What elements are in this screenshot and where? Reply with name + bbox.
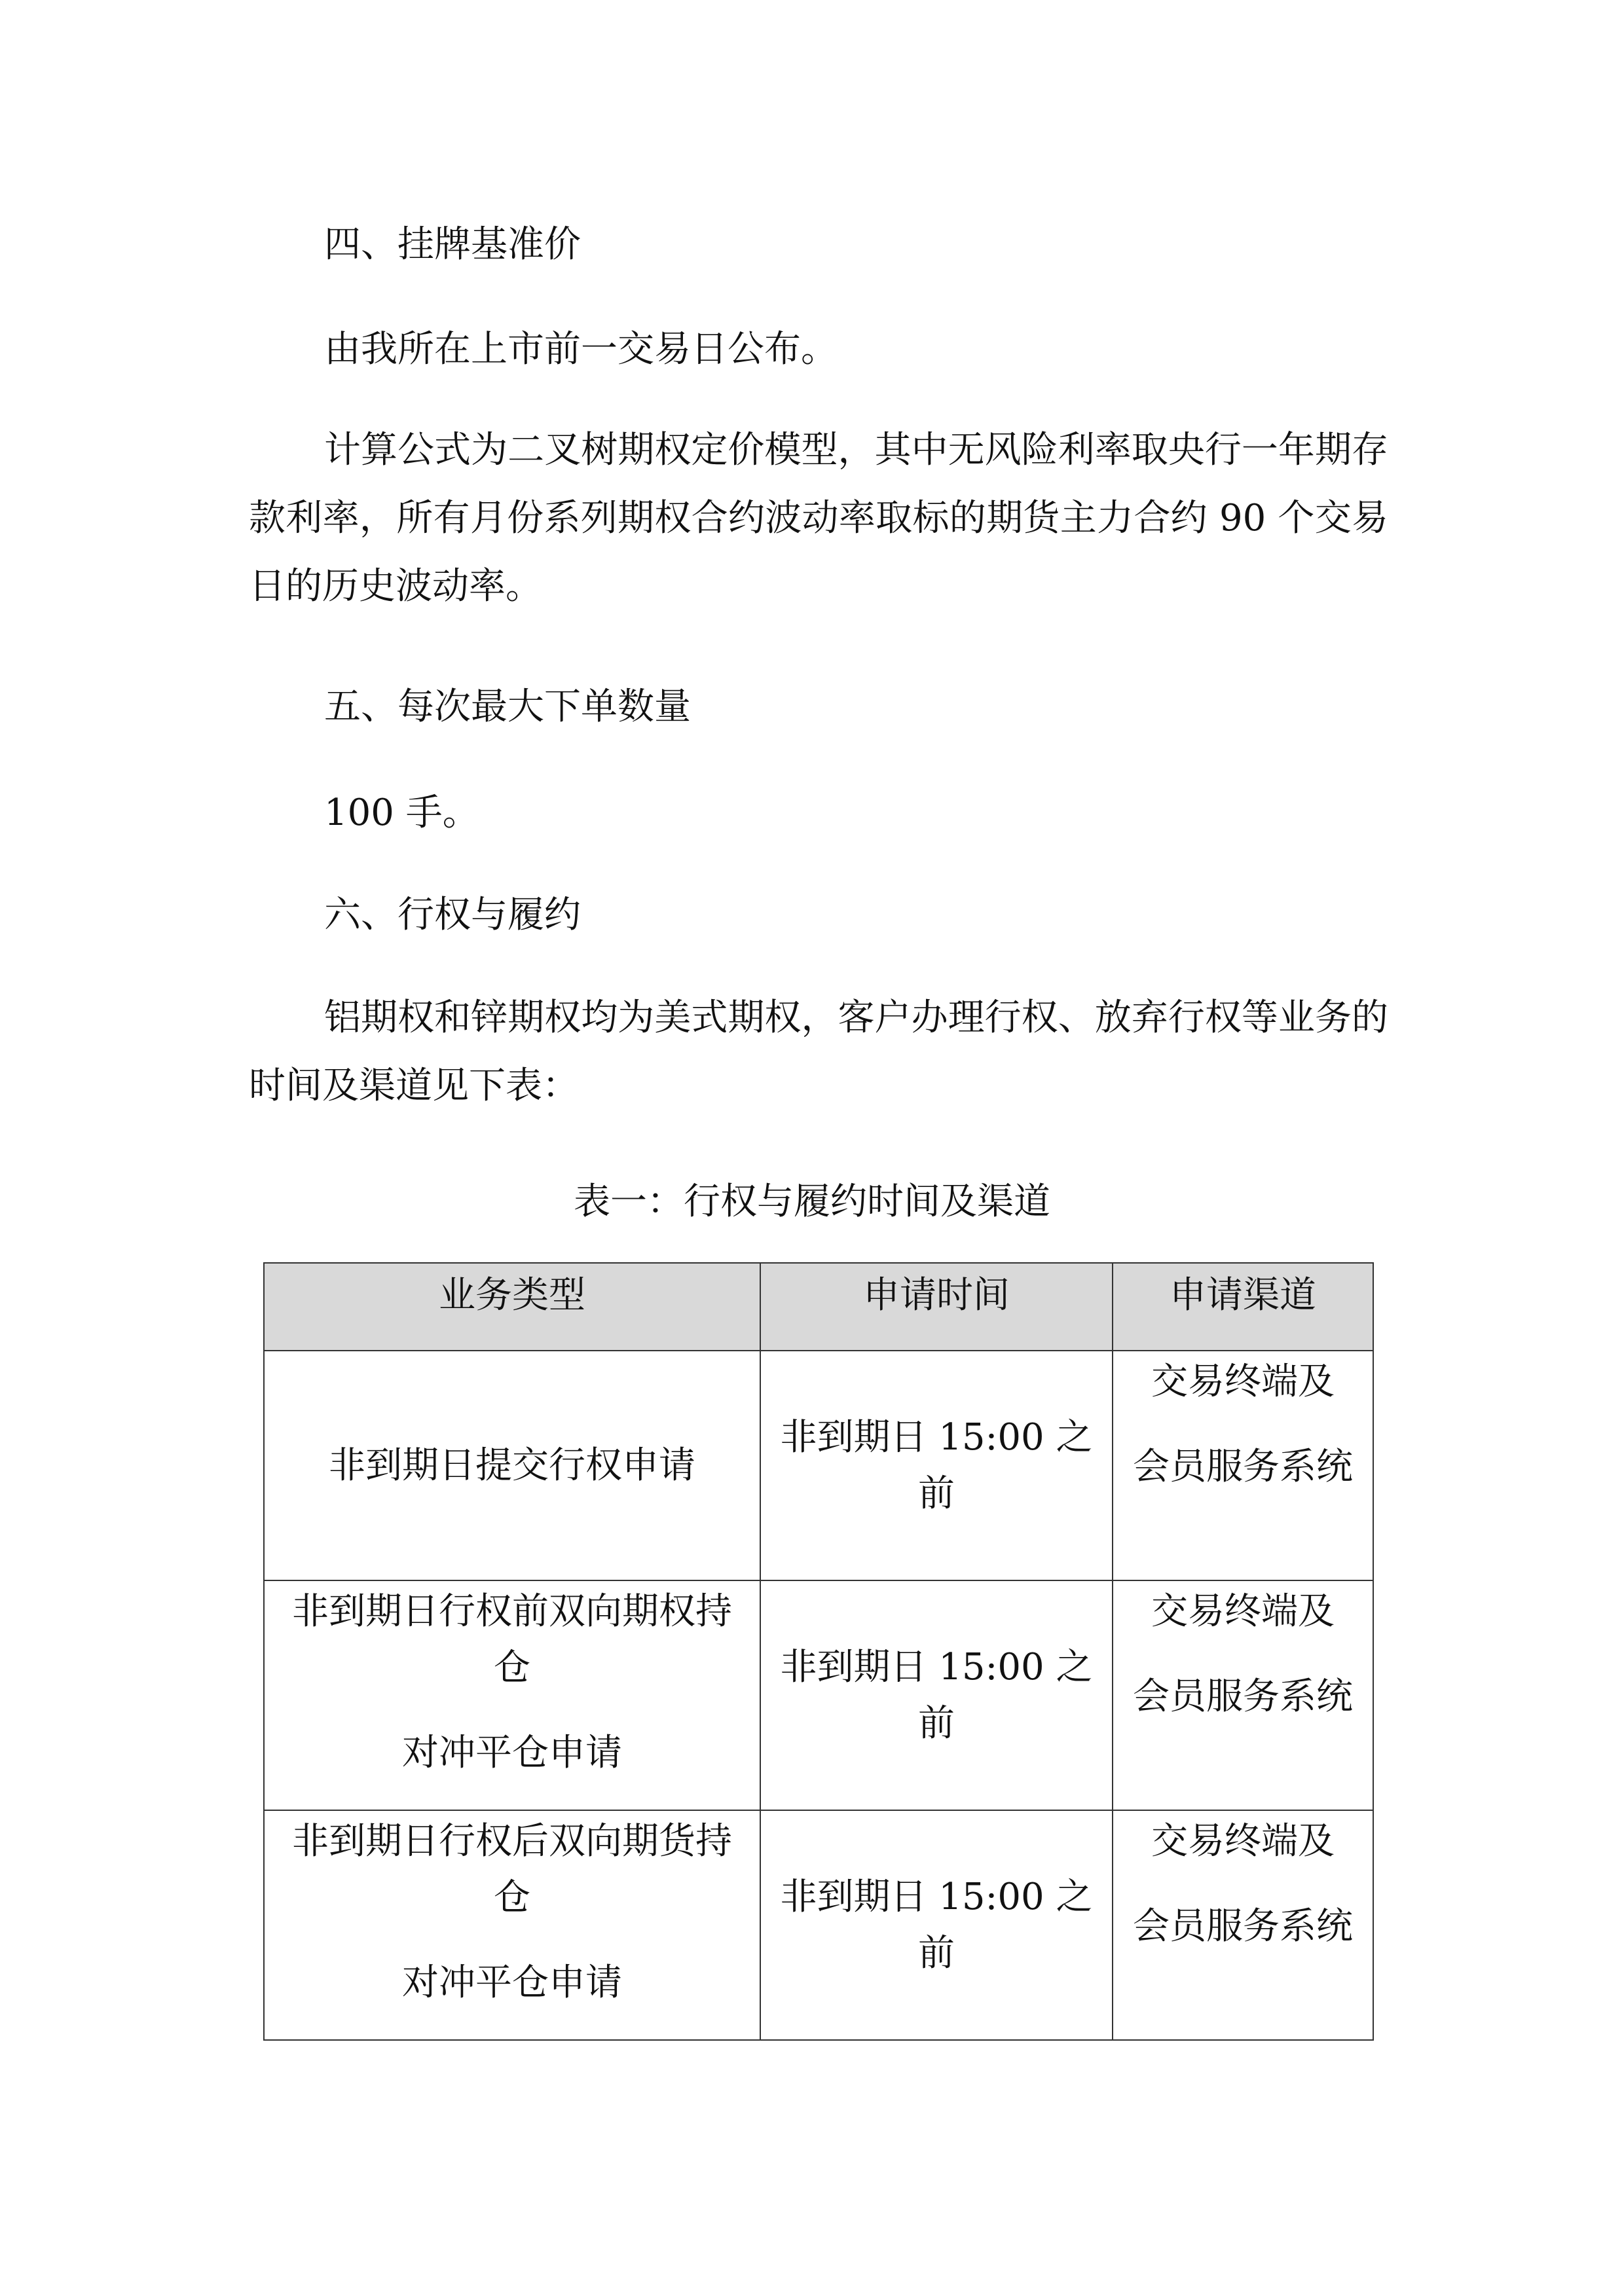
cell-business-type bbox=[264, 1810, 760, 2040]
cell-apply-time bbox=[760, 1580, 1113, 1810]
table-row bbox=[264, 1580, 1373, 1810]
channel-line-2: 会员服务系统 bbox=[1133, 1675, 1353, 1718]
channel-line-1: 交易终端及 bbox=[1151, 1360, 1335, 1403]
header-business-type: 业务类型 bbox=[264, 1263, 760, 1351]
channel-line-2: 会员服务系统 bbox=[1133, 1905, 1353, 1948]
section-4-paragraph-2: 计算公式为二叉树期权定价模型，其中无风险利率取央行一年期存款利率，所有月份系列期权合约波动率取标的期货主力合约 90 个交易日的历史波动率。 bbox=[249, 429, 1388, 608]
exercise-channel-table bbox=[263, 1262, 1374, 2041]
cell-apply-channel bbox=[1113, 1351, 1373, 1580]
section-4-paragraph-1: 由我所在上市前一交易日公布。 bbox=[324, 328, 838, 371]
cell-apply-time bbox=[760, 1810, 1113, 2040]
cell-business-type bbox=[264, 1351, 760, 1580]
table-row bbox=[264, 1351, 1373, 1580]
section-5-paragraph-1: 100 手。 bbox=[324, 792, 479, 834]
business-type-text: 非到期日行权前双向期权持仓 bbox=[292, 1590, 732, 1689]
apply-time-text: 非到期日 15:00 之前 bbox=[780, 1645, 1093, 1745]
table-row bbox=[264, 1810, 1373, 2040]
table-header-row bbox=[264, 1263, 1373, 1351]
header-apply-time: 申请时间 bbox=[760, 1263, 1113, 1351]
section-4-heading: 四、挂牌基准价 bbox=[324, 223, 581, 266]
cell-business-type bbox=[264, 1580, 760, 1810]
table-caption: 表一：行权与履约时间及渠道 bbox=[574, 1180, 1050, 1223]
business-type-text-2: 对冲平仓申请 bbox=[402, 1732, 622, 1774]
section-6-heading: 六、行权与履约 bbox=[324, 894, 581, 936]
apply-time-text: 非到期日 15:00 之前 bbox=[780, 1875, 1093, 1975]
section-6-paragraph-1: 铝期权和锌期权均为美式期权，客户办理行权、放弃行权等业务的时间及渠道见下表： bbox=[249, 996, 1388, 1107]
apply-time-text: 非到期日 15:00 之前 bbox=[780, 1415, 1093, 1515]
channel-line-1: 交易终端及 bbox=[1151, 1590, 1335, 1633]
cell-apply-time bbox=[760, 1351, 1113, 1580]
business-type-text: 非到期日提交行权申请 bbox=[329, 1444, 695, 1487]
cell-apply-channel bbox=[1113, 1580, 1373, 1810]
business-type-text: 非到期日行权后双向期货持仓 bbox=[292, 1820, 732, 1919]
section-5-heading: 五、每次最大下单数量 bbox=[324, 685, 691, 728]
channel-line-1: 交易终端及 bbox=[1151, 1820, 1335, 1863]
channel-line-2: 会员服务系统 bbox=[1133, 1446, 1353, 1488]
cell-apply-channel bbox=[1113, 1810, 1373, 2040]
business-type-text-2: 对冲平仓申请 bbox=[402, 1961, 622, 2004]
header-apply-channel: 申请渠道 bbox=[1113, 1263, 1373, 1351]
